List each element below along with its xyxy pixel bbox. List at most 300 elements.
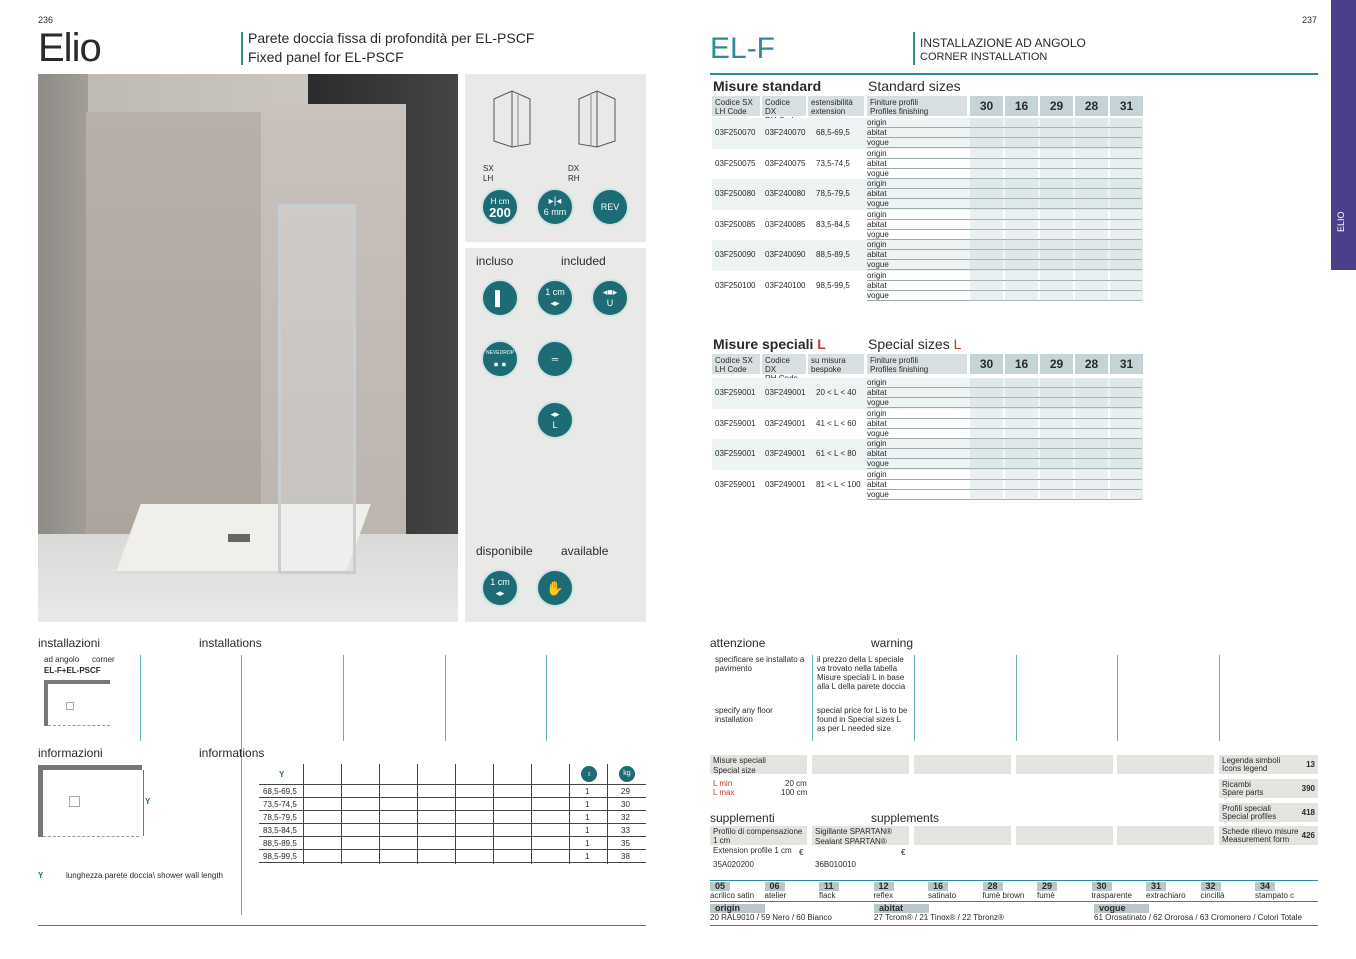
informazioni-table — [259, 764, 646, 863]
info-y-value: 73,5-74,5 — [263, 800, 297, 809]
glass-color-name: cincillà — [1200, 891, 1225, 900]
warn2-it: il prezzo della L speciale va trovato nella tabella Misure speciali L in base alla L della parete doccia — [817, 655, 906, 691]
ad-angolo-label: ad angolo — [44, 655, 80, 664]
kg-icon: kg — [619, 766, 635, 782]
incluso-label: incluso — [476, 254, 514, 268]
model-divider — [913, 32, 915, 65]
glass-color-code: 29 — [1037, 882, 1057, 891]
spec-head-fin: Finiture profili Profiles finishing — [867, 354, 967, 374]
spec-range: 61 < L < 80 — [816, 449, 857, 458]
info-y-value: 88,5-89,5 — [263, 839, 297, 848]
warn-divider-4 — [1117, 655, 1118, 741]
std-finish-label: vogue — [867, 229, 889, 239]
finish-col-3: 28 — [1075, 96, 1108, 116]
profile-finish-name: abitat — [874, 904, 929, 913]
l-min-label: L min — [713, 779, 733, 788]
install-en: CORNER INSTALLATION — [920, 51, 1048, 63]
std-sx-code: 03F250075 — [715, 158, 756, 168]
warn1-it: specificare se installato a pavimento — [715, 655, 805, 673]
subtitle-it: Parete doccia fissa di profondità per EL-PSCF — [248, 30, 535, 46]
finish-col-4: 31 — [1110, 96, 1143, 116]
spec-head-sx: Codice SX LH Code — [712, 354, 760, 374]
ref-page: 418 — [1301, 808, 1315, 817]
std-finish-label: vogue — [867, 168, 889, 178]
std-sx-code: 03F250070 — [715, 128, 756, 137]
spec-dx-code: 03F249001 — [765, 388, 806, 397]
ref-box[interactable] — [1219, 803, 1318, 822]
spec-price-cell — [970, 409, 1003, 440]
std-finish-label: abitat — [867, 219, 887, 229]
right-bottom-rule — [710, 925, 1318, 926]
sup-box-3 — [914, 826, 1011, 845]
std-price-cell — [1075, 149, 1108, 180]
spec-finish-label: origin — [867, 469, 887, 479]
glass-color — [983, 882, 1025, 900]
product-photo — [38, 74, 458, 622]
finish-col-2: 29 — [1040, 96, 1073, 116]
sup2-euro: € — [901, 848, 906, 857]
std-price-cell — [970, 118, 1003, 149]
col-head-sx: Codice SX LH Code — [712, 96, 760, 116]
info-weight-value: 38 — [621, 852, 630, 861]
seal-icon: ═ — [536, 340, 574, 378]
ref-box[interactable] — [1219, 826, 1318, 845]
warn-divider-5 — [1219, 655, 1220, 741]
supplements-heading: supplements — [871, 811, 940, 825]
warn-divider-3 — [1016, 655, 1017, 741]
std-finish-label: vogue — [867, 290, 889, 300]
glass-color — [1201, 882, 1225, 900]
std-price-cell — [1040, 149, 1073, 180]
ref-it: Schede rilievo misure — [1222, 827, 1299, 836]
glass-color — [1255, 882, 1294, 900]
std-finish-label: abitat — [867, 280, 887, 290]
std-price-cell — [970, 210, 1003, 241]
std-title-it: Misure standard — [713, 78, 822, 94]
info-qty-value: 1 — [585, 839, 590, 848]
ms-box: Misure speciali Special size — [710, 755, 807, 774]
std-finish-label: abitat — [867, 158, 887, 168]
col-head-ext: estensibilità extension — [808, 96, 864, 116]
spec-row — [712, 470, 1142, 501]
std-price-cell — [970, 149, 1003, 180]
spec-sx-code: 03F259001 — [715, 479, 756, 489]
info-qty-value: 1 — [585, 826, 590, 835]
ref-en: Special profiles — [1222, 812, 1277, 821]
length-icon: ◂▸ L — [536, 401, 574, 439]
included-label: included — [561, 254, 606, 268]
std-range: 78,5-79,5 — [816, 189, 850, 198]
spec-price-cell — [970, 378, 1003, 409]
spec-head-dx: Codice DX — [762, 354, 806, 374]
ms-box-2 — [812, 755, 909, 774]
spec-finish-label: abitat — [867, 388, 887, 397]
spec-head-bespoke: su misura bespoke — [808, 354, 864, 374]
std-price-cell — [1040, 179, 1073, 210]
std-finish-label: origin — [867, 270, 887, 280]
glass-color-code: 12 — [874, 882, 894, 891]
std-price-cell — [1040, 271, 1073, 302]
height-icon: H cm 200 — [481, 188, 519, 226]
glass-color — [765, 882, 787, 900]
std-price-cell — [1005, 210, 1038, 241]
std-price-cell — [1075, 118, 1108, 149]
std-dx-code: 03F240090 — [765, 250, 806, 259]
std-row — [712, 179, 1142, 210]
sx-sub: LH — [483, 174, 494, 183]
glass-color-name: stampato c — [1255, 891, 1295, 900]
glass-color-code: 28 — [983, 882, 1003, 891]
std-range: 83,5-84,5 — [816, 219, 850, 229]
model-title: EL-F — [710, 32, 776, 65]
std-row — [712, 118, 1142, 149]
ref-it: Profili speciali — [1222, 804, 1271, 813]
spec-finish-label: abitat — [867, 479, 887, 489]
std-price-cell — [1040, 210, 1073, 241]
finish-col-0: 30 — [970, 96, 1003, 116]
informations-heading: informations — [199, 746, 265, 760]
spec-price-cell — [1005, 439, 1038, 470]
spec-finish-col-0: 30 — [970, 354, 1003, 374]
warn-divider-2 — [914, 655, 915, 741]
std-price-cell — [1075, 210, 1108, 241]
std-row — [712, 210, 1142, 241]
info-weight-value: 29 — [621, 787, 630, 796]
profile-finish-desc: 20 RAL9010 / 59 Nero / 60 Bianco — [710, 913, 832, 922]
glass-color — [928, 882, 956, 900]
std-dx-code: 03F240070 — [765, 128, 806, 137]
std-finish-label: abitat — [867, 128, 887, 137]
spec-price-cell — [1075, 378, 1108, 409]
shower-dx-icon — [575, 89, 619, 149]
glass-color-name: extrachiaro — [1146, 891, 1186, 900]
std-finish-label: origin — [867, 209, 887, 219]
std-price-cell — [1005, 271, 1038, 302]
std-finish-label: vogue — [867, 199, 889, 208]
ms-box-4 — [1016, 755, 1113, 774]
spec-price-cell — [1110, 439, 1143, 470]
table-row — [259, 824, 646, 837]
std-finish-label: origin — [867, 179, 887, 188]
spec-finish-col-3: 28 — [1075, 354, 1108, 374]
info-qty-value: 1 — [585, 787, 590, 796]
ref-page: 390 — [1301, 784, 1315, 793]
sup-box-5 — [1117, 826, 1214, 845]
std-range: 88,5-89,5 — [816, 250, 850, 259]
l-max-label: L max — [713, 788, 735, 797]
glass-color-code: 32 — [1201, 882, 1221, 891]
install-divider-1 — [140, 655, 141, 741]
spec-price-cell — [1040, 378, 1073, 409]
std-price-cell — [1075, 240, 1108, 271]
spec-dx-code: 03F249001 — [765, 418, 806, 428]
glass-color — [819, 882, 839, 900]
glass-color — [710, 882, 754, 900]
info-qty-value: 1 — [585, 800, 590, 809]
subtitle-en: Fixed panel for EL-PSCF — [248, 49, 404, 65]
spec-sx-code: 03F259001 — [715, 449, 756, 458]
shower-sx-icon — [490, 89, 534, 149]
finish-col-1: 16 — [1005, 96, 1038, 116]
spec-price-cell — [1075, 409, 1108, 440]
std-row — [712, 149, 1142, 180]
spec-price-cell — [1110, 378, 1143, 409]
ms-box-3 — [914, 755, 1011, 774]
spec-row — [712, 378, 1142, 409]
ms-box-5 — [1117, 755, 1214, 774]
glass-color-name: fumè — [1037, 891, 1055, 900]
std-price-cell — [1110, 149, 1143, 180]
std-price-cell — [1040, 118, 1073, 149]
info-qty-value: 1 — [585, 813, 590, 822]
std-price-cell — [1005, 240, 1038, 271]
warn1-en: specify any floor installation — [715, 706, 773, 724]
ref-box[interactable] — [1219, 755, 1318, 774]
u-profile-icon: ◂■▸ U — [591, 279, 629, 317]
dx-sub: RH — [568, 174, 580, 183]
install-divider-3 — [343, 655, 344, 741]
std-price-cell — [1110, 271, 1143, 302]
sx-label: SX — [483, 164, 494, 173]
nevedrop-icon: NEVEDROP ● ● — [481, 340, 519, 378]
extension-1cm-icon: 1 cm ◂▸ — [536, 279, 574, 317]
right-top-rule — [710, 73, 1318, 75]
combo-label: EL-F+EL-PSCF — [44, 666, 101, 675]
std-sx-code: 03F250100 — [715, 280, 756, 290]
std-price-cell — [1075, 179, 1108, 210]
dim-y-label: Y — [145, 797, 151, 806]
std-price-cell — [1075, 271, 1108, 302]
ref-en: Spare parts — [1222, 788, 1264, 797]
glass-color-code: 34 — [1255, 882, 1275, 891]
glass-color-code: 11 — [819, 882, 839, 891]
info-weight-value: 35 — [621, 839, 630, 848]
informazioni-heading: informazioni — [38, 746, 103, 760]
spec-finish-label: vogue — [867, 398, 889, 407]
std-finish-label: vogue — [867, 260, 889, 269]
info-weight-value: 32 — [621, 813, 630, 822]
dx-label: DX — [568, 164, 580, 173]
spec-finish-label: abitat — [867, 418, 887, 428]
profile-finish-name: origin — [710, 904, 765, 913]
glass-color-code: 30 — [1092, 882, 1112, 891]
spec-price-cell — [1040, 439, 1073, 470]
spec-finish-label: origin — [867, 378, 887, 387]
spec-row — [712, 439, 1142, 470]
spec-finish-label: origin — [867, 439, 887, 448]
info-y-value: 98,5-99,5 — [263, 852, 297, 861]
extension-1cm-option-icon: 1 cm ◂▸ — [481, 569, 519, 607]
y-column-header: Y — [279, 770, 285, 779]
disponibile-label: disponibile — [476, 544, 533, 558]
spec-price-cell — [1005, 409, 1038, 440]
profile-finish — [874, 904, 1004, 922]
available-label: available — [561, 544, 609, 558]
ref-page: 426 — [1301, 831, 1315, 840]
info-y-value: 78,5-79,5 — [263, 813, 297, 822]
install-divider-5 — [546, 655, 547, 741]
table-row — [259, 798, 646, 811]
spec-dx-code: 03F249001 — [765, 479, 806, 489]
std-dx-code: 03F240080 — [765, 189, 806, 198]
glass-color-name: trasparente — [1091, 891, 1132, 900]
std-finish-label: vogue — [867, 138, 889, 147]
glass-color-code: 16 — [928, 882, 948, 891]
std-price-cell — [970, 240, 1003, 271]
std-finish-label: abitat — [867, 250, 887, 259]
finishes-rule — [710, 901, 1318, 902]
special-sizes-table — [712, 354, 1143, 504]
sup1-euro: € — [799, 848, 804, 857]
profile-finish — [710, 904, 832, 922]
glass-color-code: 31 — [1146, 882, 1166, 891]
std-price-cell — [1005, 149, 1038, 180]
ref-it: Ricambi — [1222, 780, 1251, 789]
std-title-en: Standard sizes — [868, 78, 961, 94]
std-sx-code: 03F250090 — [715, 250, 756, 259]
informazioni-diagram — [38, 765, 142, 837]
std-price-cell — [1110, 240, 1143, 271]
reversible-icon: REV — [591, 188, 629, 226]
sup1-box: Profilo di compensazione 1 cm Extension profile 1 cm — [710, 826, 807, 845]
std-dx-code: 03F240075 — [765, 158, 806, 168]
std-range: 98,5-99,5 — [816, 280, 850, 290]
std-price-cell — [1040, 240, 1073, 271]
sup1-code: 35A020200 — [713, 860, 754, 869]
installations-heading: installations — [199, 636, 262, 650]
corner-label: corner — [92, 655, 115, 664]
std-range: 73,5-74,5 — [816, 158, 850, 168]
std-price-cell — [970, 179, 1003, 210]
warn-divider-1 — [812, 655, 813, 741]
info-y-value: 83,5-84,5 — [263, 826, 297, 835]
standard-sizes-table — [712, 96, 1143, 306]
left-bottom-rule — [38, 925, 646, 926]
product-title: Elio — [38, 26, 101, 70]
legend-text: lunghezza parete doccia\ shower wall length — [66, 871, 223, 880]
glass-color-name: atelier — [764, 891, 787, 900]
spec-finish-label: vogue — [867, 489, 889, 499]
spec-dx-code: 03F249001 — [765, 449, 806, 458]
warn2-en: special price for L is to be found in Special sizes L as per L needed size — [817, 706, 908, 733]
spec-sx-code: 03F259001 — [715, 418, 756, 428]
std-price-cell — [1005, 118, 1038, 149]
attenzione-heading: attenzione — [710, 636, 766, 650]
glass-color — [874, 882, 894, 900]
title-divider — [241, 32, 243, 65]
spec-title-en: Special sizes L — [868, 336, 962, 352]
spec-range: 81 < L < 100 — [816, 479, 861, 489]
spec-price-cell — [1110, 470, 1143, 501]
glass-color-name: flack — [819, 891, 836, 900]
std-price-cell — [1110, 118, 1143, 149]
std-price-cell — [1110, 179, 1143, 210]
std-price-cell — [970, 271, 1003, 302]
spec-price-cell — [1110, 409, 1143, 440]
sup2-code: 36B010010 — [815, 860, 856, 869]
col-head-dx: Codice DX — [762, 96, 806, 116]
spec-price-cell — [970, 470, 1003, 501]
ref-box[interactable] — [1219, 779, 1318, 798]
page-number-left: 236 — [38, 15, 54, 25]
spec-row — [712, 409, 1142, 440]
info-qty-value: 1 — [585, 852, 590, 861]
spec-price-cell — [970, 439, 1003, 470]
variant-panel — [465, 74, 646, 242]
table-row — [259, 811, 646, 824]
weight-icon: ♁ — [581, 766, 597, 782]
spec-range: 41 < L < 60 — [816, 418, 857, 428]
spec-finish-col-1: 16 — [1005, 354, 1038, 374]
ref-en: Icons legend — [1222, 764, 1268, 773]
ref-it: Legenda simboli — [1222, 756, 1281, 765]
info-weight-value: 33 — [621, 826, 630, 835]
spec-price-cell — [1040, 409, 1073, 440]
glass-color-name: acrilico satin — [710, 891, 755, 900]
glass-thickness-icon: ▸|◂ 6 mm — [536, 188, 574, 226]
glass-color — [1092, 882, 1132, 900]
sup-box-4 — [1016, 826, 1113, 845]
spec-price-cell — [1005, 470, 1038, 501]
std-price-cell — [1005, 179, 1038, 210]
spec-finish-label: origin — [867, 408, 887, 418]
std-dx-code: 03F240100 — [765, 280, 806, 290]
table-row — [259, 785, 646, 798]
colors-rule — [710, 880, 1318, 881]
std-finish-label: abitat — [867, 189, 887, 198]
spec-title-it: Misure speciali L — [713, 336, 826, 352]
std-finish-label: origin — [867, 118, 887, 127]
page-number-right: 237 — [1302, 15, 1318, 25]
install-it: INSTALLAZIONE AD ANGOLO — [920, 36, 1086, 50]
std-dx-code: 03F240085 — [765, 219, 806, 229]
glass-color-name: reflex — [873, 891, 894, 900]
l-min-val: 20 cm — [785, 779, 807, 788]
features-panel — [465, 248, 646, 622]
std-sx-code: 03F250085 — [715, 219, 756, 229]
spec-price-cell — [1075, 470, 1108, 501]
spec-price-cell — [1075, 439, 1108, 470]
ref-en: Measurement form — [1222, 835, 1290, 844]
info-y-value: 68,5-69,5 — [263, 787, 297, 796]
glass-color-name: fumè brown — [982, 891, 1025, 900]
spec-finish-label: vogue — [867, 459, 889, 468]
profile-finish-desc: 61 Orosatinato / 62 Ororosa / 63 Cromonero / Colori Totale — [1094, 913, 1302, 922]
std-price-cell — [1110, 210, 1143, 241]
spec-price-cell — [1005, 378, 1038, 409]
col-head-fin: Finiture profili Profiles finishing — [867, 96, 967, 116]
installazioni-heading: installazioni — [38, 636, 101, 650]
std-row — [712, 271, 1142, 302]
std-row — [712, 240, 1142, 271]
ref-page: 13 — [1306, 760, 1315, 769]
std-sx-code: 03F250080 — [715, 189, 756, 198]
spec-price-cell — [1040, 470, 1073, 501]
spec-finish-col-2: 29 — [1040, 354, 1073, 374]
sup2-box: Sigillante SPARTAN® Sealant SPARTAN® — [812, 826, 909, 845]
install-divider-2 — [241, 655, 242, 915]
spec-finish-col-4: 31 — [1110, 354, 1143, 374]
table-row — [259, 850, 646, 863]
table-row — [259, 837, 646, 850]
corner-diagram — [44, 680, 110, 726]
legend-y: Y — [38, 871, 44, 880]
glass-color-code: 05 — [710, 882, 730, 891]
warning-heading: warning — [871, 636, 914, 650]
l-max-val: 100 cm — [781, 788, 808, 797]
spec-finish-label: vogue — [867, 428, 889, 438]
cleaning-icon: ✋ — [536, 569, 574, 607]
